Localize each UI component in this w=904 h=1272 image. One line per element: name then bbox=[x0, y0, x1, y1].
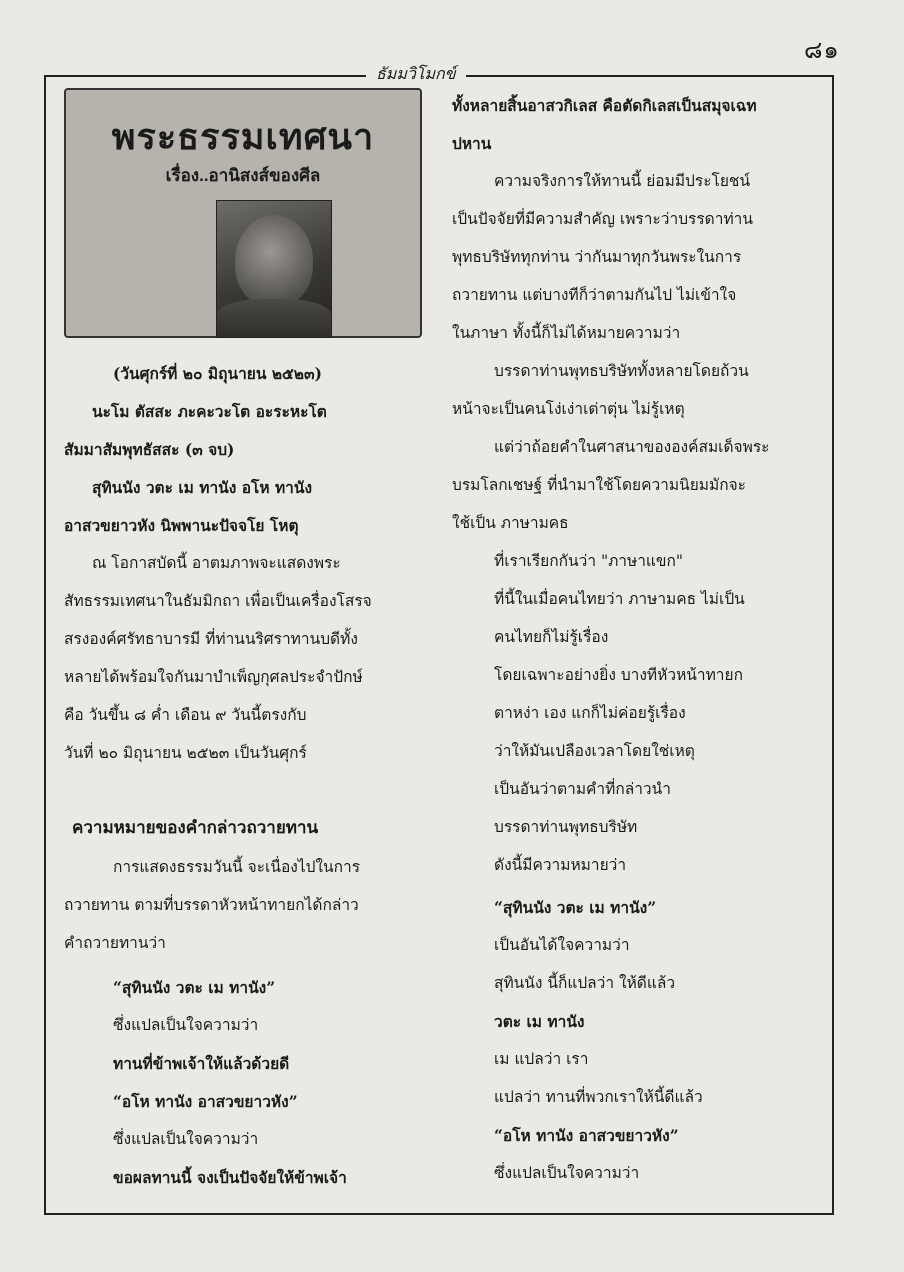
banner-subtitle: เรื่อง..อานิสงส์ของศีล bbox=[165, 166, 321, 185]
pali-verse-line-2: อาสวขยาวหัง นิพพานะปัจจโย โหตุ bbox=[64, 516, 299, 535]
body-line: ซึ่งแปลเป็นใจความว่า bbox=[494, 1164, 640, 1182]
body-line: ซึ่งแปลเป็นใจความว่า bbox=[113, 1016, 259, 1034]
body-line: เป็นอันว่าตามคำที่กล่าวนำ bbox=[494, 780, 671, 798]
body-line: ทั้งหลายสิ้นอาสวกิเลส คือตัดกิเลสเป็นสมุจเฉท bbox=[452, 96, 757, 115]
translation-line: ขอผลทานนี้ จงเป็นปัจจัยให้ข้าพเจ้า bbox=[113, 1168, 347, 1187]
body-line: คำถวายทานว่า bbox=[64, 934, 166, 952]
monk-portrait-photo bbox=[216, 200, 332, 338]
body-line: คือ วันขึ้น ๘ ค่ำ เดือน ๙ วันนี้ตรงกับ bbox=[64, 706, 307, 724]
body-line: ดังนี้มีความหมายว่า bbox=[494, 856, 627, 874]
body-line: ถวายทาน แต่บางทีก็ว่าตามกันไป ไม่เข้าใจ bbox=[452, 286, 737, 304]
body-line: เป็นอันได้ใจความว่า bbox=[494, 936, 630, 954]
body-line: สัทธรรมเทศนาในธัมมิกถา เพื่อเป็นเครื่องโสรจ bbox=[64, 592, 372, 610]
portrait-robe-shape bbox=[217, 299, 331, 338]
body-line: ตาหง่า เอง แกก็ไม่ค่อยรู้เรื่อง bbox=[494, 704, 686, 722]
running-title: ธัมมวิโมกข์ bbox=[366, 62, 466, 87]
translation-line: ทานที่ข้าพเจ้าให้แล้วด้วยดี bbox=[113, 1054, 290, 1073]
sermon-date: (วันศุกร์ที่ ๒๐ มิถุนายน ๒๕๒๓) bbox=[113, 364, 322, 383]
body-line: บรรดาท่านพุทธบริษัททั้งหลายโดยถ้วน bbox=[494, 362, 749, 380]
body-line: ปหาน bbox=[452, 134, 492, 153]
pali-quote: “สุทินนัง วตะ เม ทานัง” bbox=[494, 898, 657, 917]
body-line: คนไทยก็ไม่รู้เรื่อง bbox=[494, 628, 609, 646]
body-line: หน้าจะเป็นคนโง่เง่าเต่าตุ่น ไม่รู้เหตุ bbox=[452, 400, 685, 418]
body-line: ณ โอกาสบัดนี้ อาตมภาพจะแสดงพระ bbox=[92, 554, 341, 572]
body-line: เม แปลว่า เรา bbox=[494, 1050, 589, 1068]
pali-quote: “สุทินนัง วตะ เม ทานัง” bbox=[113, 978, 276, 997]
body-line: บรรดาท่านพุทธบริษัท bbox=[494, 818, 638, 836]
body-line: พุทธบริษัททุกท่าน ว่ากันมาทุกวันพระในการ bbox=[452, 248, 742, 266]
body-line: ที่เราเรียกกันว่า "ภาษาแขก" bbox=[494, 552, 684, 570]
portrait-head-shape bbox=[235, 215, 313, 307]
body-line: หลายได้พร้อมใจกันมาบำเพ็ญกุศลประจำปักษ์ bbox=[64, 668, 363, 686]
body-line: แปลว่า ทานที่พวกเราให้นี้ดีแล้ว bbox=[494, 1088, 703, 1106]
homage-line-1: นะโม ตัสสะ ภะคะวะโต อะระหะโต bbox=[92, 402, 327, 421]
section-heading: ความหมายของคำกล่าวถวายทาน bbox=[72, 818, 319, 838]
body-line: บรมโลกเชษฐ์ ที่นำมาใช้โดยความนิยมมักจะ bbox=[452, 476, 747, 494]
body-line: ในภาษา ทั้งนี้ก็ไม่ได้หมายความว่า bbox=[452, 324, 681, 342]
body-line: ว่าให้มันเปลืองเวลาโดยใช่เหตุ bbox=[494, 742, 695, 760]
pali-verse-line-1: สุทินนัง วตะ เม ทานัง อโห ทานัง bbox=[92, 478, 313, 497]
body-line: การแสดงธรรมวันนี้ จะเนื่องไปในการ bbox=[113, 858, 361, 876]
body-line: ความจริงการให้ทานนี้ ย่อมมีประโยชน์ bbox=[494, 172, 751, 190]
sermon-banner bbox=[64, 88, 422, 338]
body-line: ถวายทาน ตามที่บรรดาหัวหน้าทายกได้กล่าว bbox=[64, 896, 359, 914]
homage-line-2: สัมมาสัมพุทธัสสะ (๓ จบ) bbox=[64, 440, 235, 459]
body-line: ใช้เป็น ภาษามคธ bbox=[452, 514, 569, 532]
banner-title: พระธรรมเทศนา bbox=[111, 116, 375, 157]
page-number: ๘๑ bbox=[804, 36, 840, 64]
body-line: แต่ว่าถ้อยคำในศาสนาขององค์สมเด็จพระ bbox=[494, 438, 770, 456]
body-line: วันที่ ๒๐ มิถุนายน ๒๕๒๓ เป็นวันศุกร์ bbox=[64, 744, 307, 762]
body-line: สุทินนัง นี้ก็แปลว่า ให้ดีแล้ว bbox=[494, 974, 676, 992]
body-line: ที่นี้ในเมื่อคนไทยว่า ภาษามคธ ไม่เป็น bbox=[494, 590, 745, 608]
body-line: โดยเฉพาะอย่างยิ่ง บางทีหัวหน้าทายก bbox=[494, 666, 743, 684]
pali-quote: “อโห ทานัง อาสวขยาวหัง” bbox=[113, 1092, 298, 1111]
body-line: สรงองค์ศรัทธาบารมี ที่ท่านนริศราทานบดีทั้ง bbox=[64, 630, 358, 648]
body-line: เป็นปัจจัยที่มีความสำคัญ เพราะว่าบรรดาท่าน bbox=[452, 210, 753, 228]
pali-quote: “อโห ทานัง อาสวขยาวหัง” bbox=[494, 1126, 679, 1145]
body-line: ซึ่งแปลเป็นใจความว่า bbox=[113, 1130, 259, 1148]
pali-quote: วตะ เม ทานัง bbox=[494, 1012, 585, 1031]
